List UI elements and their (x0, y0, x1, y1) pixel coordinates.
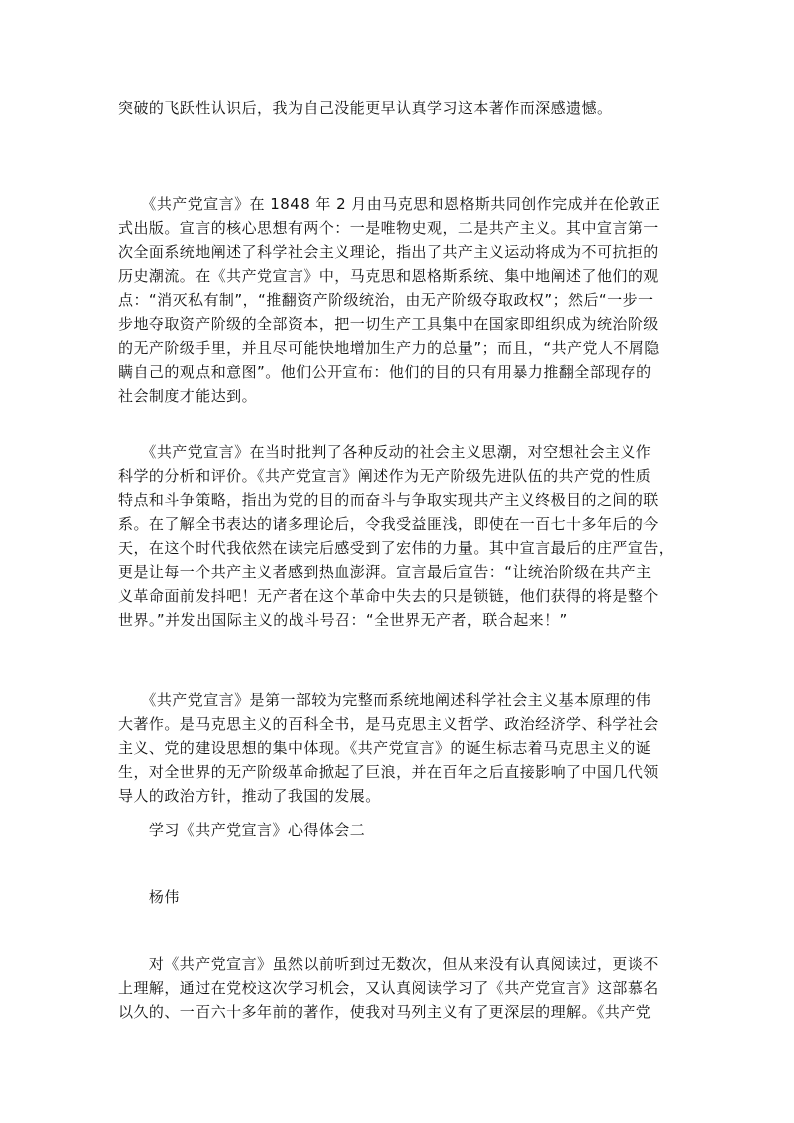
author-line: 杨伟 (118, 888, 180, 906)
text-line: 天，在这个时代我依然在读完后感受到了宏伟的力量。其中宣言最后的庄严宣告， (118, 539, 675, 557)
text-line: 导人的政治方针，推动了我国的发展。 (118, 787, 381, 805)
text-line: 瞒自己的观点和意图”。他们公开宣布：他们的目的只有用暴力推翻全部现存的 (118, 363, 652, 381)
text-line: 式出版。宣言的核心思想有两个：一是唯物史观，二是共产主义。其中宣言第一 (118, 219, 659, 237)
text-line: 上理解，通过在党校这次学习机会，又认真阅读学习了《共产党宣言》这部慕名 (118, 979, 659, 997)
text-line: 主义、党的建设思想的集中体现。《共产党宣言》的诞生标志着马克思主义的诞 (118, 739, 652, 757)
text-line: 系。在了解全书表达的诸多理论后，令我受益匪浅，即使在一百七十多年后的今 (118, 515, 659, 533)
text-line: 社会制度才能达到。 (118, 387, 258, 405)
text-line: 对《共产党宣言》虽然以前听到过无数次，但从来没有认真阅读过，更谈不 (118, 955, 659, 973)
text-line: 大著作。是马克思主义的百科全书，是马克思主义哲学、政治经济学、科学社会 (118, 715, 659, 733)
text-line: 特点和斗争策略，指出为党的目的而奋斗与争取实现共产主义终极目的之间的联 (118, 491, 659, 509)
text-line: 点：“消灭私有制”，“推翻资产阶级统治，由无产阶级夺取政权”；然后“一步一 (118, 291, 654, 309)
paragraph-continuation (118, 96, 612, 120)
text-line: 世界。”并发出国际主义的战斗号召：“全世界无产者，联合起来！” (118, 611, 568, 629)
section-heading (118, 818, 365, 842)
paragraph-reflection (118, 952, 659, 1024)
text-line: 生，对全世界的无产阶级革命掀起了巨浪，并在百年之后直接影响了中国几代领 (118, 763, 659, 781)
text-line: 突破的飞跃性认识后，我为自己没能更早认真学习这本著作而深感遗憾。 (118, 99, 613, 117)
text-line: 更是让每一个共产主义者感到热血澎湃。宣言最后宣告：“让统治阶级在共产主 (118, 563, 652, 581)
paragraph-manifesto-intro (118, 192, 660, 408)
text-line: 《共产党宣言》在 1848 年 2 月由马克思和恩格斯共同创作完成并在伦敦正 (118, 195, 661, 213)
heading-line: 学习《共产党宣言》心得体会二 (118, 821, 366, 839)
text-line: 以久的、一百六十多年前的著作，使我对马列主义有了更深层的理解。《共产党 (118, 1003, 652, 1021)
text-line: 次全面系统地阐述了科学社会主义理论，指出了共产主义运动将成为不可抗拒的 (118, 243, 659, 261)
paragraph-significance (118, 688, 659, 808)
text-line: 步地夺取资产阶级的全部资本，把一切生产工具集中在国家即组织成为统治阶级 (118, 315, 659, 333)
text-line: 《共产党宣言》在当时批判了各种反动的社会主义思潮，对空想社会主义作 (118, 443, 652, 461)
text-line: 《共产党宣言》是第一部较为完整而系统地阐述科学社会主义基本原理的伟 (118, 691, 652, 709)
text-line: 历史潮流。在《共产党宣言》中，马克思和恩格斯系统、集中地阐述了他们的观 (118, 267, 659, 285)
paragraph-critique (118, 440, 674, 632)
text-line: 的无产阶级手里，并且尽可能快地增加生产力的总量”；而且，“共产党人不屑隐 (118, 339, 660, 357)
text-line: 科学的分析和评价。《共产党宣言》阐述作为无产阶级先进队伍的共产党的性质 (118, 467, 652, 485)
text-line: 义革命面前发抖吧！无产者在这个革命中失去的只是锁链，他们获得的将是整个 (118, 587, 659, 605)
author-name (118, 885, 180, 909)
